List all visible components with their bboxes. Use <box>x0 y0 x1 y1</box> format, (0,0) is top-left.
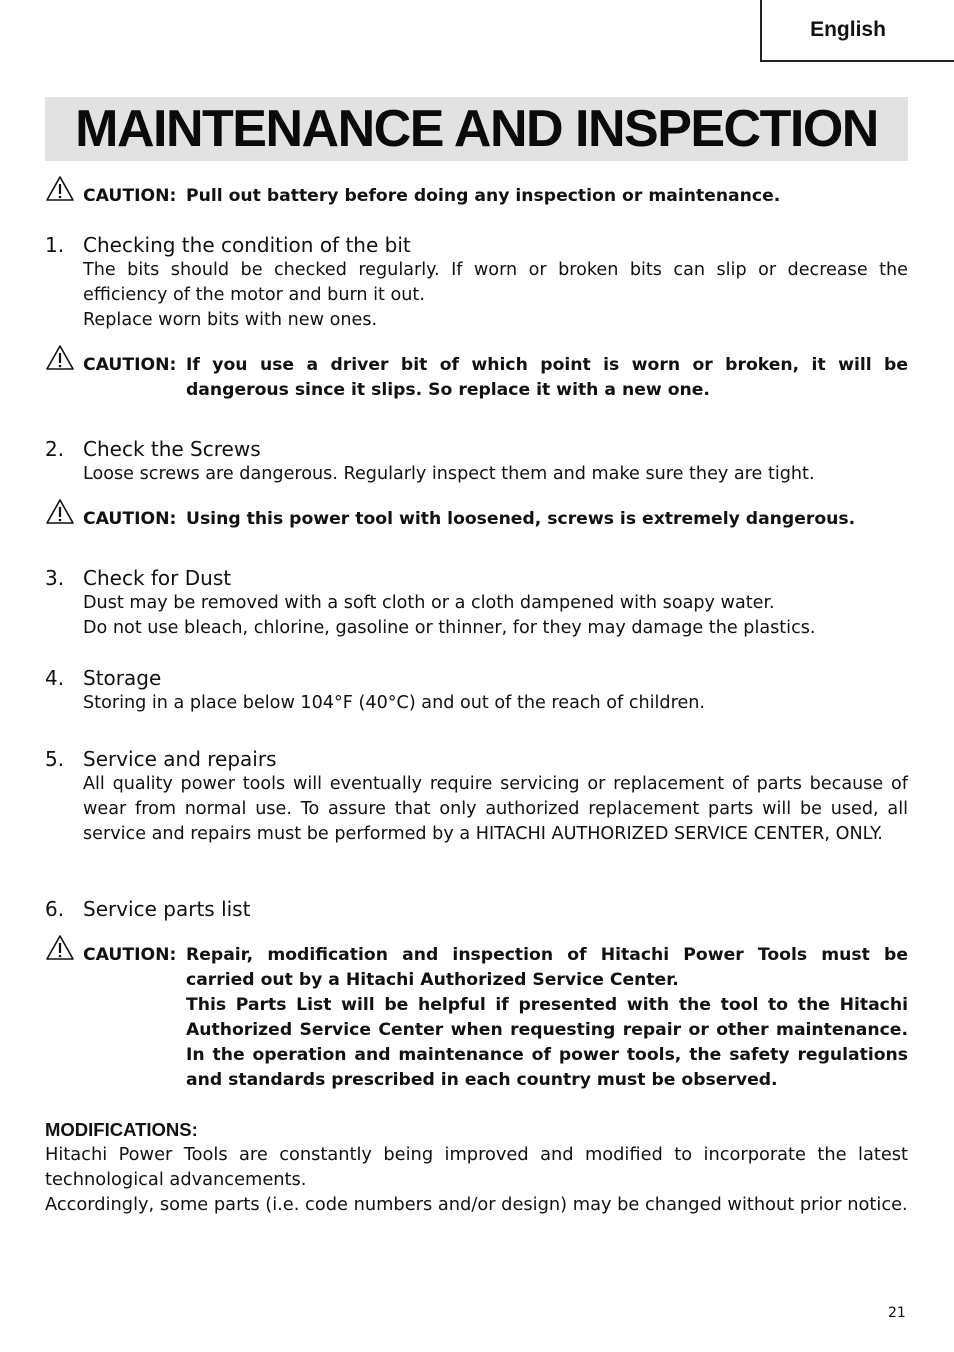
section-paragraph: Replace worn bits with new ones. <box>83 310 378 330</box>
warning-triangle-icon <box>45 175 75 202</box>
section-number: 4. <box>45 666 65 690</box>
title-band <box>45 97 908 161</box>
caution-text: Using this power tool with loosened, screws is extremely dangerous. <box>186 509 856 529</box>
caution-label: CAUTION: <box>83 945 177 965</box>
modifications-heading: MODIFICATIONS: <box>45 1119 198 1140</box>
section-6 <box>45 897 908 922</box>
caution-label: CAUTION: <box>83 509 177 529</box>
section-paragraph: All quality power tools will eventually require servicing or replacement of parts because of wear from normal use. To assure that only authorized replacement parts will be used, all service and repairs must be performed by a HITACHI AUTHORIZED SERVICE CENTER, ONLY. <box>83 774 908 844</box>
page-number: 21 <box>888 1305 906 1321</box>
modifications-paragraph: Hitachi Power Tools are constantly being improved and modified to incorporate the latest technological advancements. <box>45 1144 908 1190</box>
section-heading: Checking the condition of the bit <box>83 233 411 257</box>
section-paragraph: Dust may be removed with a soft cloth or a cloth dampened with soapy water. <box>83 593 775 613</box>
section-5 <box>45 747 908 847</box>
section-3 <box>45 566 908 641</box>
section-paragraph: Storing in a place below 104°F (40°C) and out of the reach of children. <box>83 693 706 713</box>
caution-screws <box>45 507 908 532</box>
language-tab: English <box>760 0 954 62</box>
modifications-paragraph: Accordingly, some parts (i.e. code numbers and/or design) may be changed without prior notice. <box>45 1194 908 1215</box>
caution-bit <box>45 353 908 403</box>
caution-text: This Parts List will be helpful if presented with the tool to the Hitachi Authorized Service Center when requesting repair or other maintenance. In the operation and maintenance of power tools, the safety regulations and standards prescribed in each country must be observed. <box>186 995 908 1090</box>
caution-label: CAUTION: <box>83 355 177 375</box>
section-2 <box>45 437 908 487</box>
section-paragraph: Do not use bleach, chlorine, gasoline or thinner, for they may damage the plastics. <box>83 618 816 638</box>
warning-triangle-icon <box>45 934 75 961</box>
section-number: 5. <box>45 747 65 771</box>
section-paragraph: The bits should be checked regularly. If worn or broken bits can slip or decrease the efficiency of the motor and burn it out. <box>83 260 908 305</box>
section-heading: Storage <box>83 666 162 690</box>
section-1 <box>45 233 908 333</box>
page-title: MAINTENANCE AND INSPECTION <box>75 100 878 158</box>
section-heading: Check the Screws <box>83 437 261 461</box>
section-number: 3. <box>45 566 65 590</box>
caution-service <box>45 943 908 1093</box>
caution-top <box>45 184 908 209</box>
section-heading: Service and repairs <box>83 747 277 771</box>
caution-text: Pull out battery before doing any inspection or maintenance. <box>186 186 781 206</box>
modifications-section <box>45 1117 908 1217</box>
section-paragraph: Loose screws are dangerous. Regularly inspect them and make sure they are tight. <box>83 464 815 484</box>
caution-text: If you use a driver bit of which point is worn or broken, it will be dangerous since it slips. So replace it with a new one. <box>186 355 908 400</box>
section-heading: Service parts list <box>83 897 251 921</box>
caution-label: CAUTION: <box>83 186 177 206</box>
section-number: 6. <box>45 897 65 921</box>
warning-triangle-icon <box>45 344 75 371</box>
section-number: 2. <box>45 437 65 461</box>
caution-text: Repair, modification and inspection of Hitachi Power Tools must be carried out by a Hitachi Authorized Service Center. <box>186 945 908 990</box>
section-heading: Check for Dust <box>83 566 232 590</box>
section-number: 1. <box>45 233 65 257</box>
section-4 <box>45 666 908 716</box>
warning-triangle-icon <box>45 498 75 525</box>
